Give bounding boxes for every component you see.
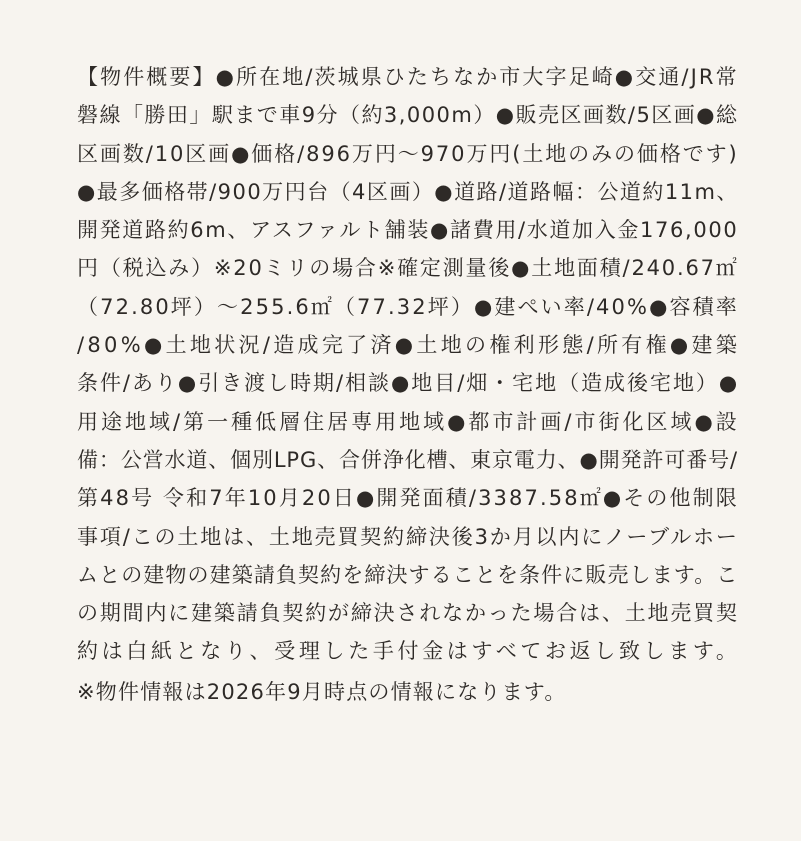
overview-line: ムとの建物の建築請負契約を締決することを条件に販売します。こ xyxy=(77,562,739,587)
overview-line: 第48号 令和7年10月20日●開発面積/3387.58㎡●その他制限 xyxy=(77,486,739,511)
info-date-footnote: ※物件情報は2026年9月時点の情報になります。 xyxy=(77,679,567,704)
overview-line: ●最多価格帯/900万円台（4区画）●道路/道路幅：公道約11m、 xyxy=(77,179,739,204)
overview-line: 約は白紙となり、受理した手付金はすべてお返し致します。 xyxy=(77,639,741,664)
overview-line: 備：公営水道、個別LPG、合併浄化槽、東京電力、●開発許可番号/ xyxy=(77,447,738,472)
overview-line: 用途地域/第一種低層住居専用地域●都市計画/市街化区域●設 xyxy=(77,409,740,434)
overview-line: /80%●土地状況/造成完了済●土地の権利形態/所有権●建築 xyxy=(77,333,741,358)
overview-line: （72.80坪）～255.6㎡（77.32坪）●建ぺい率/40%●容積率 xyxy=(77,294,739,319)
overview-line: 区画数/10区画●価格/896万円～970万円(土地のみの価格です) xyxy=(77,141,739,166)
overview-line: 条件/あり●引き渡し時期/相談●地目/畑・宅地（造成後宅地）● xyxy=(77,371,740,396)
overview-line: の期間内に建築請負契約が締決されなかった場合は、土地売買契 xyxy=(77,601,739,626)
property-overview-text xyxy=(77,58,741,711)
overview-line: 【物件概要】●所在地/茨城県ひたちなか市大字足崎●交通/JR常 xyxy=(77,65,739,89)
overview-line: 事項/この土地は、土地売買契約締決後3か月以内にノーブルホー xyxy=(77,524,739,549)
overview-line: 開発道路約6m、アスファルト舗装●諸費用/水道加入金176,000 xyxy=(77,218,739,243)
overview-line: 円（税込み）※20ミリの場合※確定測量後●土地面積/240.67㎡ xyxy=(77,256,739,281)
overview-line: 磐線「勝田」駅まで車9分（約3,000m）●販売区画数/5区画●総 xyxy=(77,103,739,128)
